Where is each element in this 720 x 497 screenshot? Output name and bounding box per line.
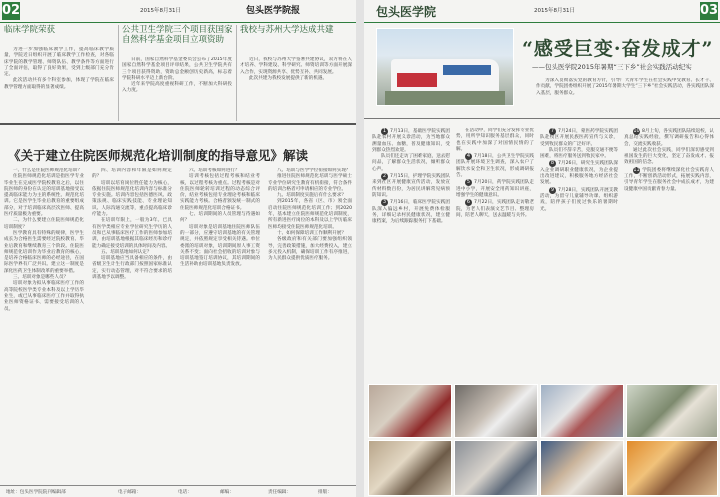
issue-date: 2015年8月31日 — [140, 8, 181, 14]
right-page — [364, 0, 720, 497]
collage-photo — [368, 440, 452, 496]
footer-postcode: 邮编： — [220, 490, 234, 495]
article-column-2: 四、培训内容和年限是如何规定的？ 培训以培育岗位胜任能力为核心，依据住院医师规范化培训内容与标准分专业实施。培训内容包括医德医风、政策法规、临床实践技能、专业理论知识、人际沟通交流等，重点提高临床诊疗能力。 在培训年限上，一般为3年。已具有医学类相应专业学位研究生学历的人员和已从事临床医疗工作的医师参加培训，由培训基地根据其临床经历和诊疗能力确定接受培训的具体时间及内容。 五、培训基地如何认定？ 培训基地应当具备相应的条件，由省级卫生计生行政部门按照国家标准认定，实行动态管理，对不符合要求的培训基地予以调整。 — [92, 168, 172, 281]
news-body: 近日，我校与苏州大学签署共建协议，双方将在人才培养、学科建设、科学研究、师资培训等方面开展深入合作，实现资源共享、优势互补、共同发展。 此次共建为我校发展提供了新的机遇。 — [240, 57, 352, 81]
feature-title: “感受巨变·奋发成才” — [522, 38, 714, 60]
footer-rule — [0, 485, 356, 486]
feature-column-4: 10 8月上旬，各实践团队陆续返校，认真总结实践经验，撰写调研报告和心得体会，交流实践收获。 通过此次社会实践，同学们深切感受到祖国发生的巨大变化，坚定了奋发成才、报效祖国的信念。 11 学院团委将继续深化社会实践育人工作，不断创新活动形式，拓展实践内容，引导青年学生在服务社会中成长成才，为建设健康中国贡献青春力量。 — [624, 128, 714, 192]
page-number: 03 — [700, 3, 719, 18]
feature-column-2: 在活动中，同学们充分发挥专业优势，用所学知识服务基层群众，同时也在实践中加深了对国情民情的了解。 4 7月18日，公共卫生学院实践团队开展环境卫生调查，深入农户了解饮水安全和卫生状况，形成调研报告。 5 7月20日，药学院实践团队走进中小学，开展安全用药知识讲座，增强学生的健康意识。 6 7月22日，实践团队走访敬老院，为老人们表演文艺节目、整理房间，陪老人聊天，送去温暖与关怀。 — [456, 128, 534, 218]
collage-photo — [454, 440, 538, 496]
feature-subtitle: ——包头医学院2015年暑期“三下乡”社会实践活动纪实 — [532, 63, 692, 71]
article-title: 《关于建立住院医师规范化培训制度的指导意见》解读 — [8, 148, 309, 163]
bus-window — [443, 65, 491, 75]
collage-photo — [368, 384, 452, 438]
article-column-1: 一、什么是住院医师规范化培训？ 住院医师规范化培训是指医学专业毕业生在完成医学院校教育之后，以住院医师的身份在认定的培训基地接受以提高临床能力为主的系统性、规范化培训。它是医学生毕业后教育的重要组成部分，对于培训临床高层次医师、提高医疗质量极为重要。 二、为什么要建立住院医师规范化培训制度？ 医学教育具有特殊的规律，医学生成长为合格医生需要经过院校教育、毕业后教育和继续教育三个阶段。住院医师规范化培训作为毕业后教育的核心，是培养合格临床医师的必经途径，在国际医学界有广泛共识。建立这一制度是深化医药卫生体制改革的重要举措。 三、培训对象是哪些人员？ 培训对象为拟从事临床医疗工作的高等院校医学类专业本科及以上学历毕业生，或已从事临床医疗工作并取得执业医师资格证书、需要接受培训的人员。 — [4, 168, 84, 312]
collage-photo — [540, 440, 624, 496]
news-headline: 公共卫生学院三个项目获国家自然科学基金项目立项资助 — [122, 25, 233, 45]
collage-photo — [540, 384, 624, 438]
news-headline: 我校与苏州大学达成共建 — [240, 25, 334, 35]
masthead: 包头医学院报 — [246, 6, 301, 16]
page-number: 02 — [2, 3, 21, 18]
banner-shape — [397, 73, 437, 87]
article-column-3: 六、培训考核如何进行？ 培训考核包括过程考核和结业考核，以过程考核为重点。过程考核是对住院医师轮转培训过程的动态综合评价，结业考核包括专业理论考核和临床实践能力考核。合格者颁发统一制式的住院医师规范化培训合格证书。 七、培训期间的人员管理与待遇如何？ 培训对象是培训基地住院医师队伍的一部分，应遵守培训基地的有关管理规定，并依照规定享受相关待遇。单位委派的培训对象，培训期间原人事工资关系不变；面向社会招收的培训对象与培训基地签订培训协议，其培训期间的生活补助由培训基地负责发放。 — [180, 168, 260, 268]
footer-editor: 责任编辑： — [268, 490, 291, 495]
page-gutter — [356, 0, 364, 497]
footer-email: 电子邮箱： — [118, 490, 141, 495]
masthead: 包头医学院 — [376, 5, 437, 19]
crowd-shape — [385, 91, 505, 105]
footer-phone: 电话： — [178, 490, 192, 495]
collage-photo — [626, 384, 718, 438]
feature-column-3: 7 7月24日，蒙医药学院实践团队赴牧区开展民族医药宣传与义诊，受到牧民群众的广泛好评。 队员们不辞辛苦，克服交通不便等困难，将医疗服务送到牧民家中。 8 7月26日，研究生实践团队深入企业调研职业健康状况，为企业提出改进建议，积极服务地方经济社会发展。 9 7月28日，实践团队开展支教活动，为留守儿童辅导功课、组织游戏，陪伴孩子们度过快乐的暑期时光。 — [540, 128, 618, 212]
column-divider — [236, 25, 237, 121]
feature-column-1: 1 7月13日，基础医学院实践团队赴农村开展义诊活动，为当地群众测量血压、血糖，普及健康知识，受到群众热烈欢迎。 队员们还走访了困难家庭，送去慰问品，了解群众生活状况，倾听群众心声。 2 7月15日，护理学院实践团队来到社区开展健康宣传活动，发放宣传材料数百份，为居民讲解常见病预防知识。 3 7月16日，临床医学院实践团队深入偏远乡村，开展免费体检服务，详细记录村民健康状况，建立健康档案，为后续跟踪服务打下基础。 — [372, 128, 450, 225]
news-body: 日前，国家自然科学基金委员会公布了2015年度国家自然科学基金项目评审结果，公共卫生学院共有三个项目获得资助，资助总金额创历史新高，标志着学院科研水平迈上新台阶。 近年来学院高度重视科研工作，不断加大科研投入力度。 — [122, 57, 232, 94]
section-rule — [0, 123, 356, 125]
feature-intro: 为深入贯彻落实党的教育方针，引导广大青年学生在社会实践中受教育、长才干、作贡献，学院团委组织开展了2015年暑期大学生“三下乡”社会实践活动，各实践团队深入基层，服务群众。 — [536, 78, 714, 96]
news-headline: 临床学院荣获 — [4, 25, 56, 35]
header-rule — [364, 22, 720, 23]
footer-typesetter: 排版： — [318, 490, 332, 495]
section-rule — [364, 118, 720, 119]
collage-photo — [454, 384, 538, 438]
left-page — [0, 0, 356, 497]
issue-date: 2015年8月31日 — [534, 8, 575, 14]
article-column-4: 八、培训与医学学位衔接如何实现？ 推进住院医师规范化培训与医学硕士专业学位研究生教育有机衔接，符合条件的培训合格者可申请相应的专业学位。 九、培训制度实施后有什么要求？ 到2015年，各省（区、市）须全面启动住院医师规范化培训工作；到2020年，基本建立住院医师规范化培训制度，所有新进医疗岗位的本科及以上学历临床医师均接受住院医师规范化培训。 十、如何保障培训工作顺利开展？ 各级政府和有关部门要加强组织领导，完善政策措施，加大经费投入，建立多元投入机制，确保培训工作有序推进，为人民群众提供优质医疗服务。 — [268, 168, 352, 262]
footer-address: 地址：包头医学院院刊编辑部 — [6, 490, 66, 495]
collage-photo — [626, 440, 718, 496]
header-rule — [0, 22, 356, 23]
bus-photo — [376, 28, 514, 106]
news-body: 为进一步加强临床教学工作，提高临床教学质量，学院近日组织开展了临床教学工作检查，对各临床学院的教学管理、师资队伍、教学条件等方面进行了全面评估，取得了良好效果，受到上级部门充分肯定。 此次活动共有多个科室参加，体现了学院在临床教学管理方面取得的显著成绩。 — [4, 47, 114, 90]
column-divider — [118, 25, 119, 121]
